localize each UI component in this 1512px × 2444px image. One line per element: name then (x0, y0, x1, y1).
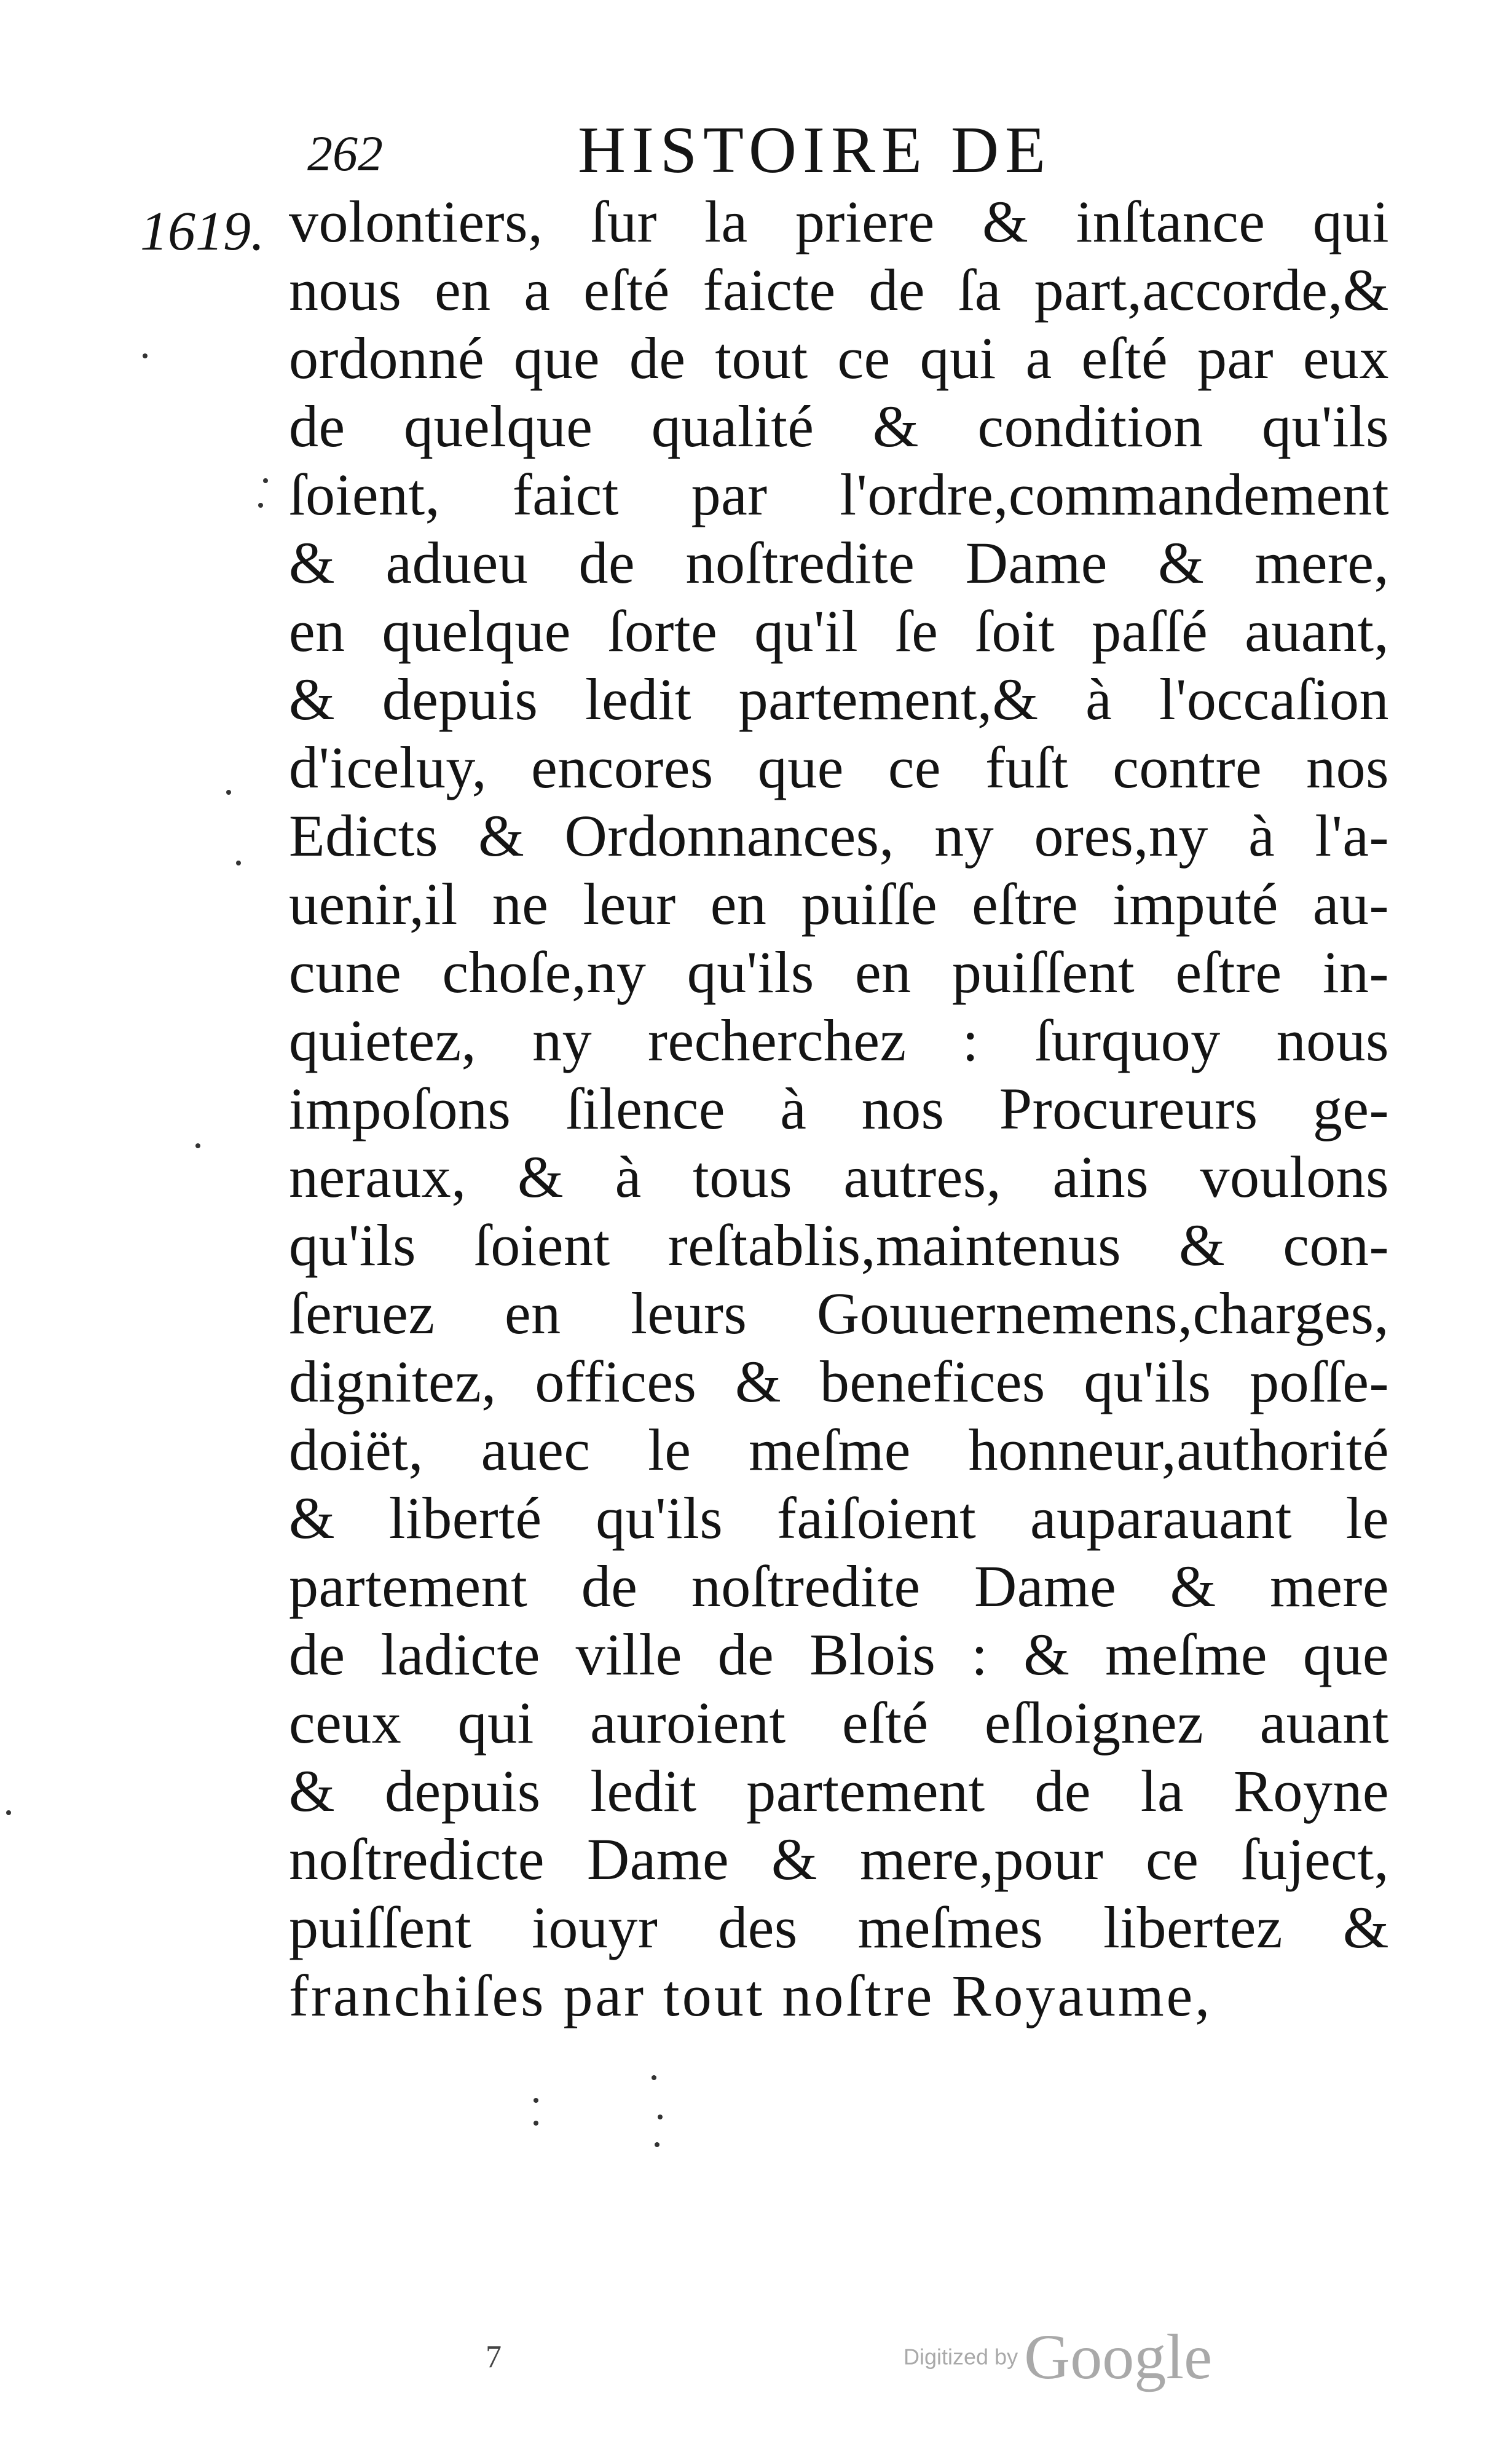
watermark-brand: Google (1024, 2322, 1213, 2392)
text-line: nous en a eſté faicte de ſa part,accorde,& (289, 257, 1389, 323)
ink-speck (655, 2142, 660, 2147)
running-title: HISTOIRE DE (578, 114, 1052, 187)
text-line: qu'ils ſoient reſtablis,maintenus & con- (289, 1212, 1389, 1278)
ink-speck (195, 1143, 200, 1148)
text-line: de ladicte ville de Blois : & meſme que (289, 1622, 1389, 1687)
text-line: ſeruez en leurs Gouuernemens,charges, (289, 1280, 1389, 1346)
text-line: ſoient, faict par l'ordre,commandement (289, 462, 1389, 527)
text-line: d'iceluy, encores que ce fuſt contre nos (289, 735, 1389, 800)
ink-speck (534, 2098, 538, 2103)
ink-speck (143, 353, 148, 358)
ink-speck (258, 503, 263, 508)
digitized-watermark (904, 2320, 1212, 2394)
ink-speck (6, 1810, 11, 1815)
ink-speck (226, 790, 231, 795)
text-line: & adueu de noſtredite Dame & mere, (289, 530, 1389, 596)
text-line: doiët, auec le meſme honneur,authorité (289, 1417, 1389, 1483)
ink-speck (658, 2115, 663, 2119)
page-number: 262 (307, 125, 383, 181)
text-line: ordonné que de tout ce qui a eſté par eux (289, 325, 1389, 391)
text-line: & depuis ledit partement,& à l'occaſion (289, 666, 1389, 732)
body-text (289, 187, 1389, 2030)
text-line-last: franchiſes par tout noſtre Royaume, (289, 1963, 1213, 2028)
page-header (307, 114, 1180, 187)
footer-signature-mark: 7 (486, 2340, 502, 2375)
ink-speck (263, 478, 268, 483)
text-line: dignitez, offices & benefices qu'ils poſſe- (289, 1349, 1389, 1414)
text-line: Edicts & Ordonnances, ny ores,ny à l'a- (289, 803, 1389, 869)
margin-year-note: 1619. (140, 201, 265, 262)
text-line: quietez, ny recherchez : ſurquoy nous (289, 1007, 1389, 1073)
text-line: noſtredicte Dame & mere,pour ce ſuject, (289, 1826, 1389, 1892)
text-line: de quelque qualité & condition qu'ils (289, 393, 1389, 459)
text-line: uenir,il ne leur en puiſſe eſtre imputé au- (289, 871, 1389, 937)
text-line: partement de noſtredite Dame & mere (289, 1553, 1389, 1619)
text-line: ceux qui auroient eſté eſloignez auant (289, 1690, 1389, 1756)
text-line: impoſons ſilence à nos Procureurs ge- (289, 1076, 1389, 1141)
text-line: en quelque ſorte qu'il ſe ſoit paſſé auant, (289, 598, 1389, 664)
ink-speck (534, 2121, 538, 2126)
ink-speck (652, 2075, 656, 2080)
watermark-prefix: Digitized by (904, 2344, 1018, 2370)
text-line: & liberté qu'ils faiſoient auparauant le (289, 1485, 1389, 1551)
text-line: puiſſent iouyr des meſmes libertez & (289, 1894, 1389, 1960)
text-line: volontiers, ſur la priere & inſtance qui (289, 189, 1389, 254)
text-line: neraux, & à tous autres, ains voulons (289, 1144, 1389, 1210)
text-line: cune choſe,ny qu'ils en puiſſent eſtre in- (289, 939, 1389, 1005)
ink-speck (236, 861, 241, 865)
text-line: & depuis ledit partement de la Royne (289, 1758, 1389, 1824)
